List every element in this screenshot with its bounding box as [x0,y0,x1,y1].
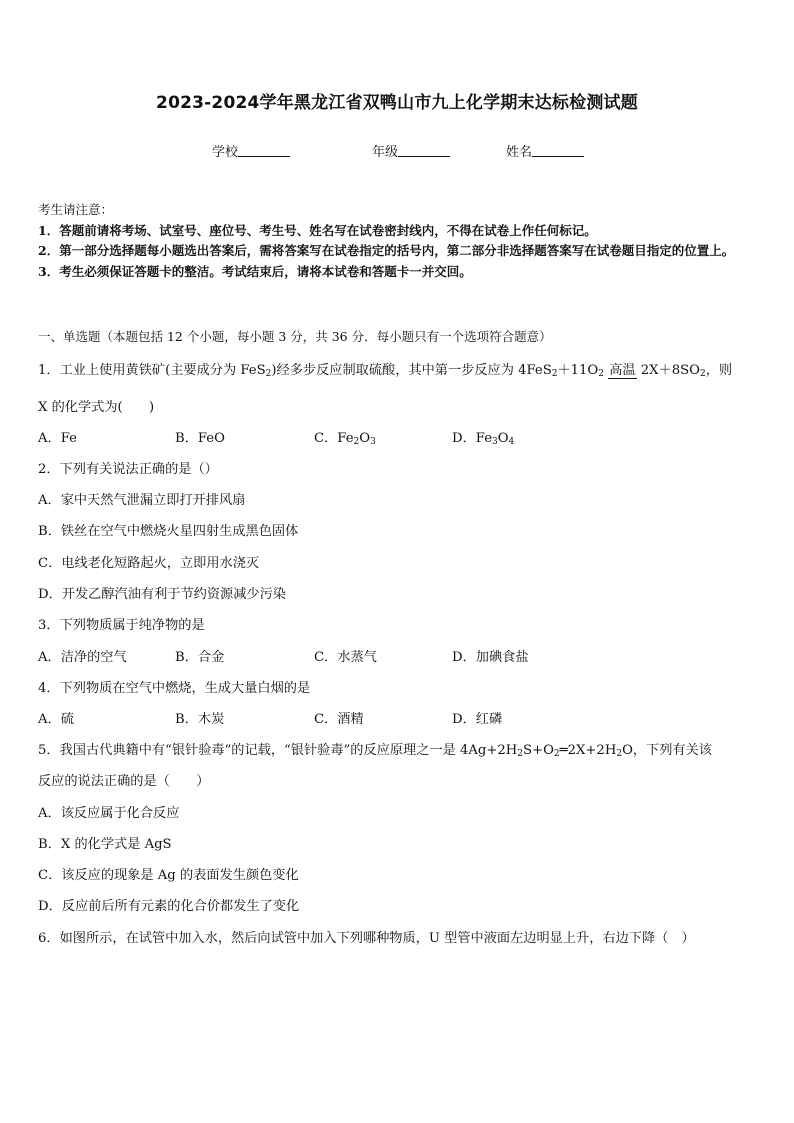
question-3-option-c[interactable]: C．水蒸气 [314,650,377,665]
question-2-option-d[interactable]: D．开发乙醇汽油有利于节约资源减少污染 [38,587,286,602]
name-label: 姓名 [506,145,533,160]
question-5-option-a[interactable]: A．该反应属于化合反应 [38,806,180,821]
school-field[interactable] [212,141,290,160]
question-4-option-c[interactable]: C．酒精 [314,712,364,727]
reaction-condition: 高温 [609,363,636,378]
question-4-stem: 4．下列物质在空气中燃烧，生成大量白烟的是 [38,681,311,696]
question-1-option-c[interactable]: C．$Fe_2O_3$ [314,431,376,447]
question-1-line2: X 的化学式为( ) [38,400,155,415]
name-field[interactable] [506,141,584,160]
question-1-option-d[interactable]: D．$Fe_3O_4$ [452,431,515,447]
question-2-stem: 2．下列有关说法正确的是（） [38,462,218,477]
question-3-option-a[interactable]: A．洁净的空气 [38,650,127,665]
notice-heading: 考生请注意： [38,202,114,217]
question-2-option-c[interactable]: C．电线老化短路起火，立即用水浇灭 [38,556,260,571]
grade-blank[interactable] [398,144,450,157]
question-5-option-b[interactable]: B．X 的化学式是 AgS [38,837,172,852]
question-4-option-b[interactable]: B．木炭 [175,712,225,727]
question-1-option-b[interactable]: B．FeO [175,431,225,446]
grade-label: 年级 [372,145,399,160]
question-5-option-d[interactable]: D．反应前后所有元素的化合价都发生了变化 [38,899,300,914]
school-label: 学校 [212,145,239,160]
question-3-option-b[interactable]: B．合金 [175,650,225,665]
question-2-option-a[interactable]: A．家中天然气泄漏立即打开排风扇 [38,493,246,508]
question-6-stem: 6．如图所示，在试管中加入水，然后向试管中加入下列哪种物质，U 型管中液面左边明显上升，右边下降（ ） [38,931,695,946]
question-4-option-d[interactable]: D．红磷 [452,712,503,727]
notice-item: 2．第一部分选择题每小题选出答案后，需将答案写在试卷指定的括号内，第二部分非选择题答案写在试卷题目指定的位置上。 [38,243,735,258]
question-5-line2: 反应的说法正确的是（ ） [38,774,210,789]
notice-item: 1．答题前请将考场、试室号、座位号、考生号、姓名写在试卷密封线内，不得在试卷上作任何标记。 [38,222,597,238]
question-2-option-b[interactable]: B．铁丝在空气中燃烧火星四射生成黑色固体 [38,524,299,539]
section-heading: 一、单选题（本题包括 12 个小题，每小题 3 分，共 36 分．每小题只有一个选项符合题意） [38,329,552,344]
question-4-option-a[interactable]: A．硫 [38,712,74,727]
question-5-stem: 5．我国古代典籍中有“银针验毒”的记载，“银针验毒”的反应原理之一是 $4Ag+2H_2S+O_2═2X+2H_2O$，下列有关该 [38,743,712,759]
school-blank[interactable] [238,144,290,157]
notice-item: 3．考生必须保证答题卡的整洁。考试结束后，请将本试卷和答题卡一并交回。 [38,263,472,279]
question-5-option-c[interactable]: C．该反应的现象是 Ag 的表面发生颜色变化 [38,868,299,883]
question-3-stem: 3．下列物质属于纯净物的是 [38,618,205,633]
question-1-option-a[interactable]: A．Fe [38,431,77,446]
question-3-option-d[interactable]: D．加碘食盐 [452,650,529,665]
page-title: 2023-2024学年黑龙江省双鸭山市九上化学期末达标检测试题 [156,93,638,113]
grade-field[interactable] [372,141,450,160]
name-blank[interactable] [532,144,584,157]
notice-block [38,200,758,282]
question-1-stem: 1．工业上使用黄铁矿(主要成分为 FeS$_2$)经多步反应制取硫酸，其中第一步反应为 $4FeS_2+11O_2$ 高温 $2X+8SO_2$，则 [38,363,733,379]
